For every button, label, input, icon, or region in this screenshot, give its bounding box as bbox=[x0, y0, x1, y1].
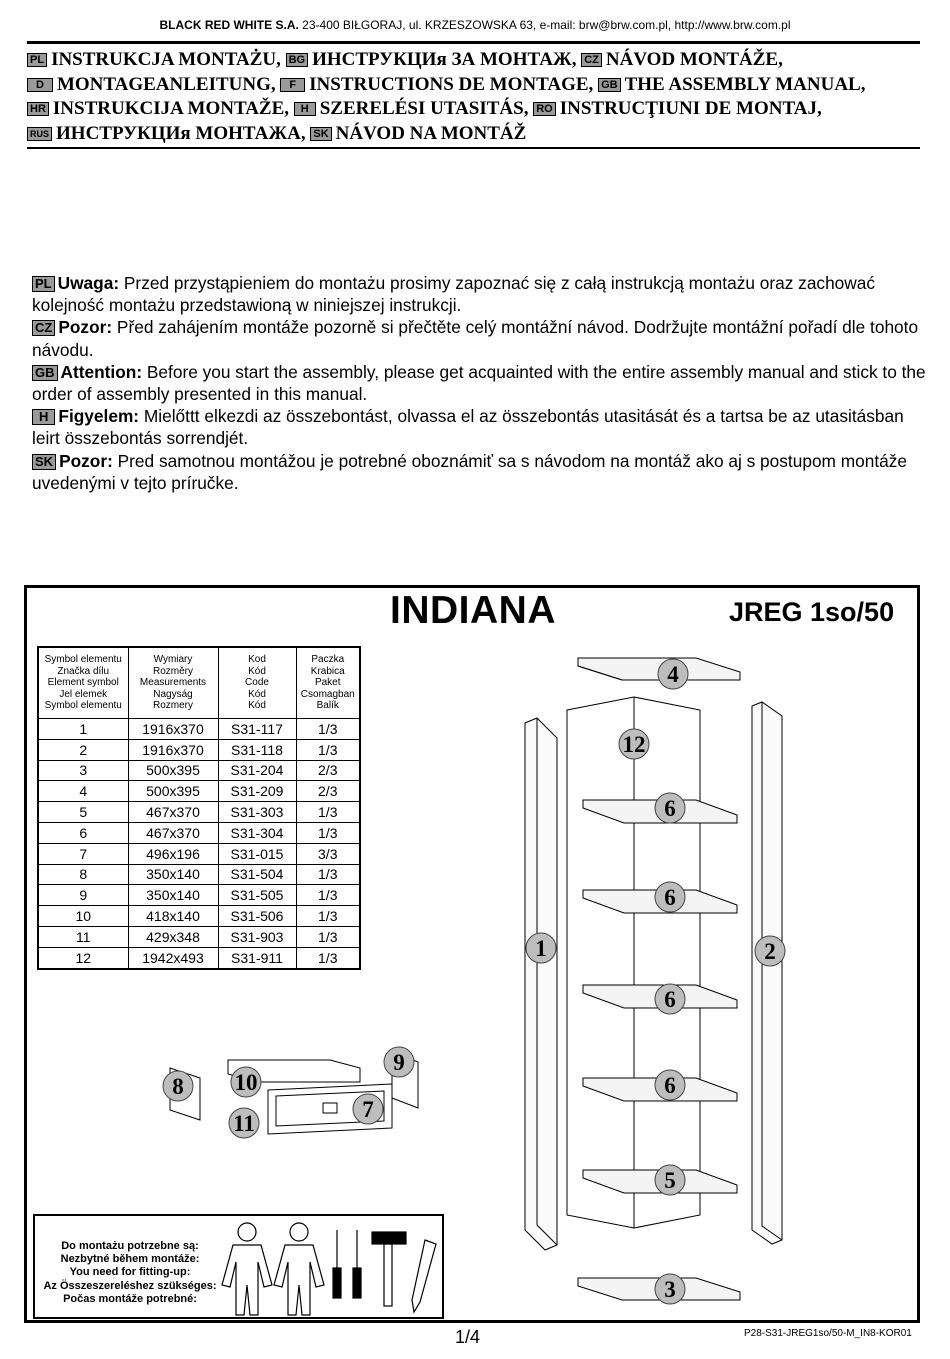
cell-code: S31-204 bbox=[218, 760, 296, 781]
title-text: ИНСТРУКЦИя МОНТАЖА, bbox=[56, 122, 306, 144]
cell-dimensions: 467x370 bbox=[128, 802, 218, 823]
cell-symbol: 10 bbox=[38, 906, 128, 927]
cell-symbol: 12 bbox=[38, 947, 128, 968]
column-header-dimensions: Wymiary Rozměry Measurements Nagyság Rozmery bbox=[128, 647, 218, 719]
cell-package: 1/3 bbox=[296, 906, 360, 927]
title-text: INSTRUKCJA MONTAŻU, bbox=[51, 49, 281, 70]
lang-badge: GB bbox=[598, 78, 621, 92]
lang-badge: HR bbox=[27, 102, 49, 116]
cell-symbol: 1 bbox=[38, 719, 128, 740]
left-side-panel bbox=[525, 718, 557, 1250]
product-code: JREG 1so/50 bbox=[729, 597, 895, 627]
document-code: P28-S31-JREG1so/50-M_IN8-KOR01 bbox=[744, 1328, 912, 1339]
cell-package: 1/3 bbox=[296, 947, 360, 968]
title-text: INSTRUKCIJA MONTAŽE, bbox=[52, 98, 290, 119]
part-label: 11 bbox=[233, 1111, 255, 1136]
notice-text: Pred samotnou montážou je potrebné oboznámiť sa s návodom na montáž ako aj s postupom montáže uvedenými v tejto príručke. bbox=[32, 450, 908, 493]
lang-badge: CZ bbox=[32, 320, 55, 336]
company-address: 23-400 BIŁGORAJ, ul. KRZESZOWSKA 63, e-mail: brw@brw.com.pl, http://www.brw.com.pl bbox=[302, 18, 791, 32]
tools-line: Nezbytné během montáže: bbox=[60, 1253, 200, 1266]
notice-label: Pozor: bbox=[59, 450, 113, 471]
notice-label: Attention: bbox=[60, 361, 143, 382]
lang-badge: PL bbox=[32, 276, 55, 292]
title-text: ИНСТРУКЦИя ЗА МОНТАЖ, bbox=[312, 49, 577, 70]
column-header-code: Kod Kód Code Kód Kód bbox=[218, 647, 296, 719]
title-text: NÁVOD NA MONTÁŽ bbox=[335, 122, 527, 144]
cell-dimensions: 350x140 bbox=[128, 864, 218, 885]
cell-dimensions: 1942x493 bbox=[128, 947, 218, 968]
company-name: BLACK RED WHITE S.A. bbox=[159, 18, 299, 32]
cell-dimensions: 418x140 bbox=[128, 906, 218, 927]
cell-dimensions: 496x196 bbox=[128, 843, 218, 864]
cell-dimensions: 467x370 bbox=[128, 822, 218, 843]
title-text: MONTAGEANLEITUNG, bbox=[56, 73, 276, 95]
part-label: 6 bbox=[664, 885, 676, 910]
cell-code: S31-118 bbox=[218, 739, 296, 760]
cell-symbol: 8 bbox=[38, 864, 128, 885]
lang-badge: CZ bbox=[581, 53, 602, 67]
column-header-package: Paczka Krabica Paket Csomagban Balík bbox=[296, 647, 360, 719]
part-label: 9 bbox=[393, 1050, 405, 1075]
lang-badge: H bbox=[32, 409, 55, 425]
part-label: 8 bbox=[172, 1074, 184, 1099]
notice-label: Figyelem: bbox=[58, 406, 140, 427]
cell-package: 2/3 bbox=[296, 781, 360, 802]
cell-symbol: 4 bbox=[38, 781, 128, 802]
cell-symbol: 6 bbox=[38, 822, 128, 843]
cell-code: S31-506 bbox=[218, 906, 296, 927]
lang-badge: SK bbox=[32, 454, 56, 470]
lang-badge: RUS bbox=[27, 127, 52, 141]
part-label: 4 bbox=[667, 662, 679, 687]
part-label: 10 bbox=[234, 1070, 258, 1095]
cell-dimensions: 350x140 bbox=[128, 885, 218, 906]
cell-package: 1/3 bbox=[296, 926, 360, 947]
cell-code: S31-504 bbox=[218, 864, 296, 885]
part-label: 1 bbox=[535, 936, 547, 961]
cell-package: 1/3 bbox=[296, 885, 360, 906]
cell-package: 1/3 bbox=[296, 864, 360, 885]
part-label: 5 bbox=[664, 1168, 676, 1193]
lang-badge: D bbox=[27, 78, 53, 92]
cell-dimensions: 429x348 bbox=[128, 926, 218, 947]
lang-badge: RO bbox=[533, 102, 556, 116]
cell-symbol: 11 bbox=[38, 926, 128, 947]
cell-code: S31-304 bbox=[218, 822, 296, 843]
cell-code: S31-015 bbox=[218, 843, 296, 864]
part-label: 2 bbox=[764, 939, 776, 964]
cell-code: S31-903 bbox=[218, 926, 296, 947]
part-label: 6 bbox=[664, 796, 676, 821]
cell-dimensions: 500x395 bbox=[128, 760, 218, 781]
cell-package: 3/3 bbox=[296, 843, 360, 864]
cell-dimensions: 1916x370 bbox=[128, 739, 218, 760]
cell-package: 2/3 bbox=[296, 760, 360, 781]
column-header-symbol: Symbol elementu Značka dílu Element symbol Jel elemek Symbol elementu bbox=[38, 647, 128, 719]
cell-symbol: 7 bbox=[38, 843, 128, 864]
notice-label: Pozor: bbox=[58, 317, 113, 338]
part-label: 7 bbox=[362, 1097, 374, 1122]
cell-symbol: 9 bbox=[38, 885, 128, 906]
tools-line: You need for fitting-up: bbox=[69, 1266, 191, 1279]
lang-badge: SK bbox=[310, 127, 331, 141]
lang-badge: PL bbox=[27, 53, 47, 67]
tools-line: Az Összeszereléshez szükséges: bbox=[43, 1279, 217, 1292]
cell-package: 1/3 bbox=[296, 822, 360, 843]
cell-code: S31-303 bbox=[218, 802, 296, 823]
lang-badge: F bbox=[280, 78, 305, 92]
right-side-panel bbox=[752, 702, 782, 1244]
cell-code: S31-505 bbox=[218, 885, 296, 906]
lang-badge: BG bbox=[286, 53, 309, 67]
title-text: INSTRUCŢIUNI DE MONTAJ, bbox=[559, 98, 822, 119]
title-text: NÁVOD MONTÁŽE, bbox=[605, 49, 783, 70]
notice-text: Mielőttt elkezdi az összebontást, olvassa el az összebontás utasitását és a tartsa be az utasitásban leirt összebontás sorrendjét. bbox=[32, 406, 904, 449]
cell-dimensions: 1916x370 bbox=[128, 719, 218, 740]
notice-label: Uwaga: bbox=[57, 273, 120, 293]
cell-symbol: 3 bbox=[38, 760, 128, 781]
cell-dimensions: 500x395 bbox=[128, 781, 218, 802]
title-text: SZERELÉSI UTASITÁS, bbox=[319, 98, 529, 119]
lang-badge: H bbox=[294, 102, 316, 116]
lang-badge: GB bbox=[32, 365, 58, 381]
part-label: 3 bbox=[664, 1277, 676, 1302]
part-label: 12 bbox=[622, 732, 646, 757]
tools-line: Do montażu potrzebne są: bbox=[61, 1240, 199, 1252]
tools-line: Počas montáže potrebné: bbox=[63, 1292, 197, 1305]
cell-code: S31-209 bbox=[218, 781, 296, 802]
part-label: 6 bbox=[664, 987, 676, 1012]
cell-package: 1/3 bbox=[296, 719, 360, 740]
cell-symbol: 5 bbox=[38, 802, 128, 823]
cell-code: S31-911 bbox=[218, 947, 296, 968]
cell-symbol: 2 bbox=[38, 739, 128, 760]
part-label: 6 bbox=[664, 1073, 676, 1098]
notice-text: Před zahájením montáže pozorně si přečtěte celý montážní návod. Dodržujte montážní pořadí dle tohoto návodu. bbox=[32, 317, 919, 360]
title-text: THE ASSEMBLY MANUAL, bbox=[624, 73, 866, 95]
cell-package: 1/3 bbox=[296, 802, 360, 823]
notice-text: Before you start the assembly, please get acquainted with the entire assembly manual and stick to the order of assembly presented in this manual. bbox=[32, 361, 926, 405]
notice-text: Przed przystąpieniem do montażu prosimy zapoznać się z całą instrukcją montażu oraz zachować kolejność montażu przedstawioną w niniejszej instrukcji. bbox=[32, 273, 876, 316]
cell-code: S31-117 bbox=[218, 719, 296, 740]
title-text: INSTRUCTIONS DE MONTAGE, bbox=[309, 73, 594, 95]
tools-required-text bbox=[36, 1240, 224, 1306]
page-number: 1/4 bbox=[455, 1327, 481, 1347]
cell-package: 1/3 bbox=[296, 739, 360, 760]
product-name: INDIANA bbox=[390, 589, 556, 632]
